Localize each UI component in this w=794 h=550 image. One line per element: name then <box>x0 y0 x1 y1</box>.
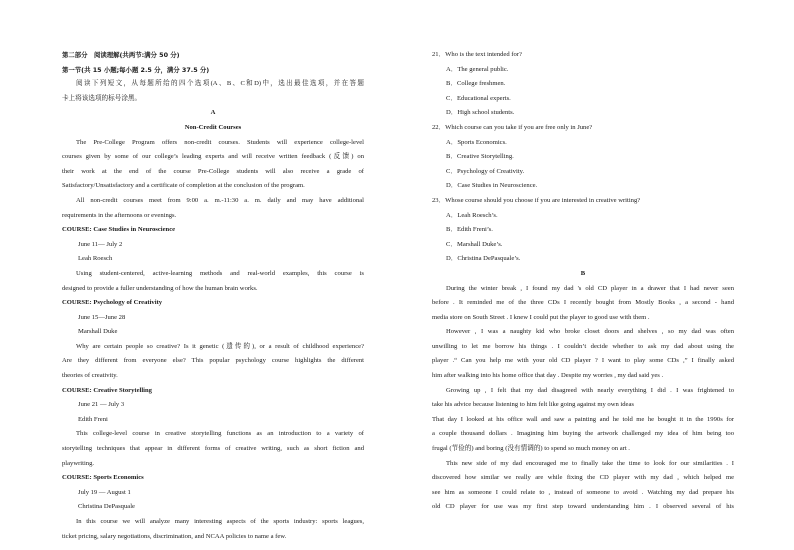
answer-option: B．Edith Freni’s. <box>446 226 493 234</box>
intro-line: courses given by some of our college’s leading experts and will receive written feedback (反馈) on <box>62 153 364 161</box>
passage-line: player .“ Can you help me with your old CD player ? I want to play some CDs ,” I finally asked <box>432 357 734 365</box>
course-dates: June 21 — July 3 <box>78 401 125 409</box>
section-title: 第二部分 阅读理解(共两节:满分 50 分) <box>62 51 180 59</box>
course-description-line: theories of creativity. <box>62 372 118 380</box>
course-heading: COURSE: Creative Storytelling <box>62 386 152 394</box>
passage-line: a couple thousand dollars . Imagining him buying the artwork challenged my idea of him being too <box>432 430 734 438</box>
course-dates: June 15—June 28 <box>78 313 126 321</box>
passage-line: take his advice because listening to him felt like going against my own ideas <box>432 401 634 409</box>
answer-option: A．The general public. <box>446 65 509 73</box>
passage-line: before . It reminded me of the three CDs I recently bought from Mostly Books , a second - hand <box>432 299 734 307</box>
left-column <box>62 48 364 544</box>
course-heading: COURSE: Case Studies in Neuroscience <box>62 226 176 234</box>
passage-line: This new side of my dad encouraged me to finally take the time to look for our similarities . I <box>446 459 734 467</box>
course-description-line: In this course we will analyze many interesting aspects of the sports industry: sports leagues, <box>76 518 364 525</box>
passage-line: That day I looked at his office wall and saw a painting and he told me he bought it in the 1990s for <box>432 415 734 423</box>
passage-line: frugal (节俭的) and boring (没有情调的) to spend so much money on art . <box>432 445 630 453</box>
passage-line: old CD player for use was my first step toward understanding him . I observed several of his <box>432 503 734 511</box>
course-description-line: Why are certain people so creative? Is it genetic (遗传的), or a result of childhood experience? <box>76 342 364 350</box>
intro-line: requirements in the afternoons or evenings. <box>62 211 177 219</box>
subsection-title: 第一节(共 15 小题;每小题 2.5 分，满分 37.5 分) <box>62 65 210 74</box>
course-description-line: ticket pricing, salary negotiations, discrimination, and NCAA policies to name a few. <box>62 532 287 540</box>
passage-letter: A <box>210 109 216 117</box>
intro-line: The Pre-College Program offers non-credit courses. Students will experience college-level <box>76 138 364 146</box>
answer-option: C．Psychology of Creativity. <box>446 167 525 175</box>
answer-option: D．High school students. <box>446 109 515 117</box>
question-stem: 22．Which course can you take if you are free only in June? <box>432 123 593 131</box>
instruction-line: 卡上将该选项的标号涂黑。 <box>62 94 142 102</box>
course-description-line: playwriting. <box>62 459 95 467</box>
right-column <box>432 48 734 515</box>
intro-line: All non-credit courses meet from 9:00 a. m.-11:30 a. m. daily and may have additional <box>76 196 364 204</box>
course-teacher: Christina DePasquale <box>78 503 135 511</box>
course-description-line: Using student-centered, active-learning methods and real-world examples, this course is <box>76 269 364 277</box>
answer-option: D．Case Studies in Neuroscience. <box>446 182 538 190</box>
passage-line: unwilling to let me borrow his things . I couldn’t decide whether to ask my dad about using the <box>432 342 734 350</box>
course-dates: July 19 — August 1 <box>78 488 131 496</box>
course-teacher: Marshall Duke <box>78 328 118 336</box>
course-description-line: designed to provide a fuller understanding of how the human brain works. <box>62 284 258 292</box>
course-heading: COURSE: Sports Economics <box>62 474 144 482</box>
passage-line: During the winter break , I found my dad 's old CD player in a drawer that I had never seen <box>446 284 734 292</box>
course-teacher: Leah Roesch <box>78 255 113 263</box>
question-stem: 21．Who is the text intended for? <box>432 51 522 58</box>
passage-line: However , I was a naughty kid who broke closet doors and shelves , so my dad was often <box>446 328 734 336</box>
course-description-line: storytelling techniques that appear in different forms of creative writing, such as short fiction and <box>62 445 364 453</box>
course-heading: COURSE: Psychology of Creativity <box>62 299 163 307</box>
question-stem: 23．Whose course should you choose if you are interested in creative writing? <box>432 196 641 204</box>
passage-letter: B <box>580 269 586 277</box>
answer-option: D．Christina DePasquale’s. <box>446 255 521 263</box>
instruction-line: 阅读下列短文，从每题所给的四个选项(A、B、C和D)中，选出最佳选项，并在答题 <box>76 80 364 88</box>
passage-line: see him as someone I could relate to , instead of someone to avoid . Watching my dad prepare his <box>432 488 734 496</box>
course-teacher: Edith Freni <box>78 415 108 423</box>
passage-line: him after walking into his home office that day . Despite my worries , my dad said yes . <box>432 372 664 380</box>
course-dates: June 11— July 2 <box>78 240 123 248</box>
answer-option: A．Leah Roesch’s. <box>446 211 498 219</box>
course-description-line: Are they different from everyone else? This popular psychology course highlights the different <box>62 357 364 365</box>
answer-option: C．Educational experts. <box>446 94 511 102</box>
answer-option: B．Creative Storytelling. <box>446 153 514 161</box>
answer-option: A．Sports Economics. <box>446 138 507 146</box>
answer-option: C．Marshall Duke’s. <box>446 240 503 248</box>
passage-title: Non-Credit Courses <box>184 123 242 131</box>
intro-line: Satisfactory/Unsatisfactory and a certificate of completion at the conclusion of the program. <box>62 182 305 190</box>
passage-line: Growing up , I felt that my dad disagreed with nearly everything I did . I was frightened to <box>446 386 734 394</box>
intro-line: their work at the end of the course Pre-College students will also receive a grade of <box>62 167 364 175</box>
answer-option: B．College freshmen. <box>446 80 506 88</box>
passage-line: discovered how similar we really are while fixing the CD player with my dad , which helped me <box>432 474 734 482</box>
course-description-line: This college-level course in creative storytelling functions as an introduction to a variety of <box>76 430 364 438</box>
passage-line: media store on South Street . I knew I could put the player to good use with them . <box>432 313 650 321</box>
